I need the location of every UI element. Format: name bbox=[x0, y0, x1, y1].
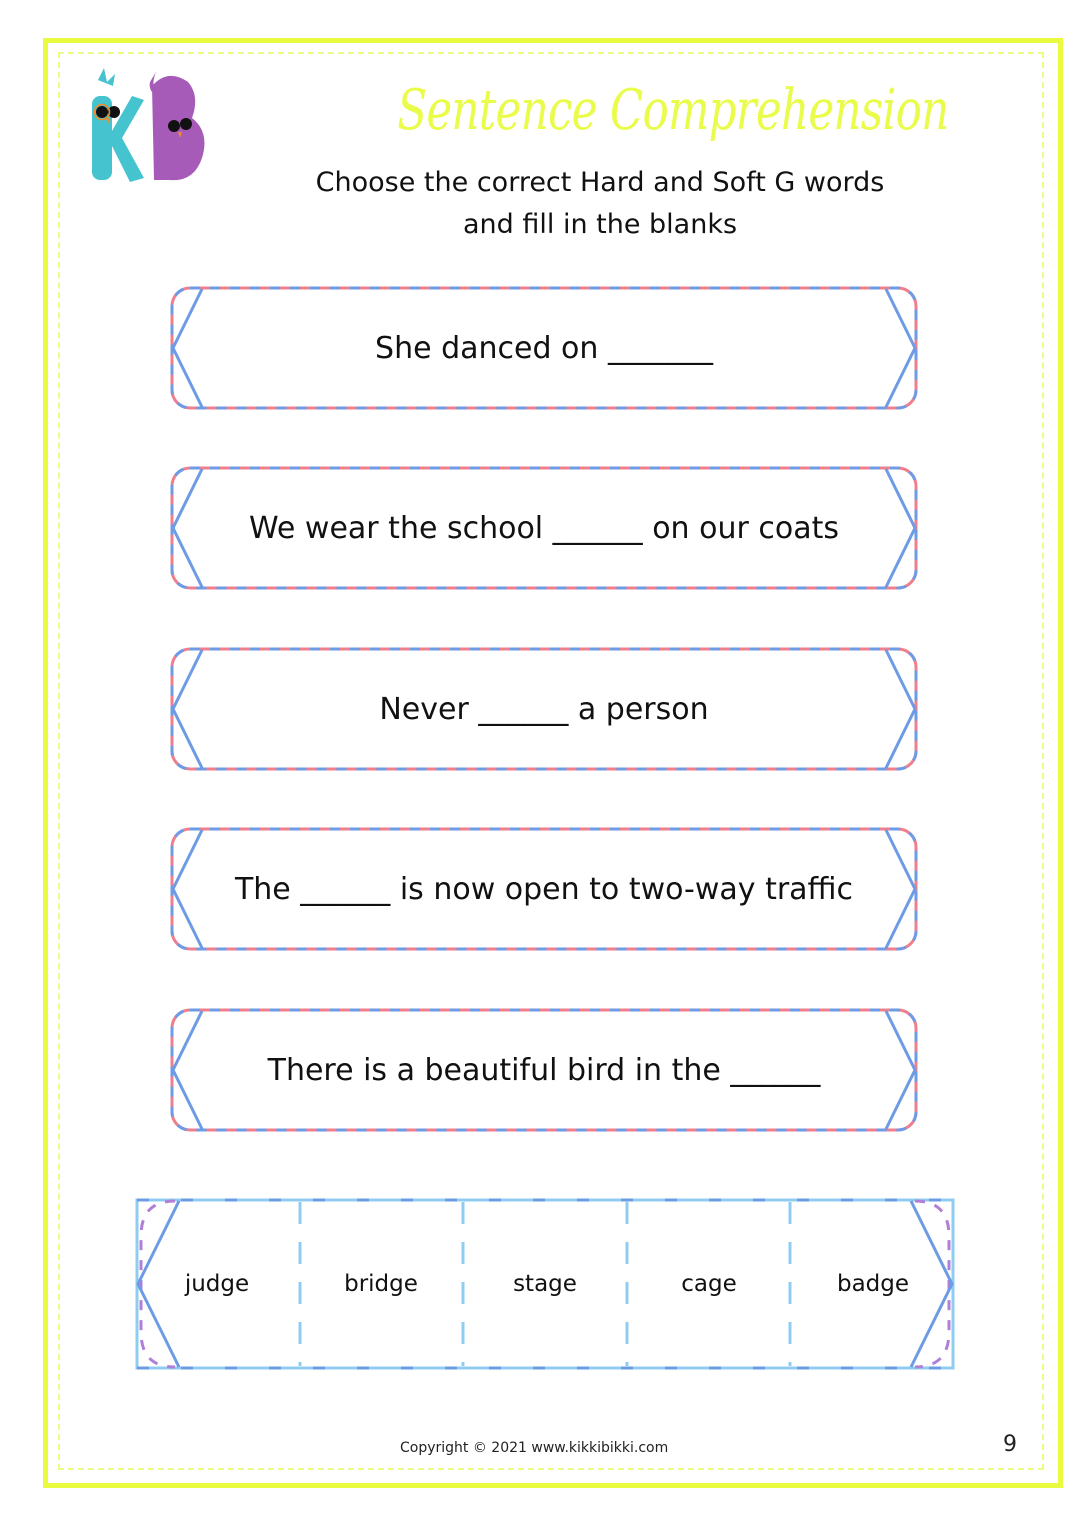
page-number: 9 bbox=[1003, 1432, 1017, 1457]
copyright-text: Copyright © 2021 www.kikkibikki.com bbox=[400, 1440, 669, 1456]
instructions bbox=[250, 162, 950, 246]
word-stage: stage bbox=[513, 1271, 577, 1297]
sentence-text: She danced on _______ bbox=[375, 330, 713, 366]
kikkibikki-logo bbox=[78, 66, 228, 186]
word-row bbox=[135, 1198, 955, 1370]
sentence-card-3 bbox=[170, 647, 918, 771]
word-bridge: bridge bbox=[344, 1271, 418, 1297]
sentence-text: We wear the school ______ on our coats bbox=[249, 510, 839, 546]
sentence-card-1 bbox=[170, 286, 918, 410]
word-judge: judge bbox=[184, 1271, 250, 1297]
sentence-card-4 bbox=[170, 827, 918, 951]
instruction-line-2: and fill in the blanks bbox=[462, 209, 738, 240]
sentence-card-2 bbox=[170, 466, 918, 590]
worksheet-title: Sentence Comprehension bbox=[397, 78, 949, 143]
instruction-line-1: Choose the correct Hard and Soft G words bbox=[315, 167, 885, 198]
word-badge: badge bbox=[836, 1271, 910, 1297]
word-bank bbox=[135, 1198, 955, 1370]
sentence-text: The ______ is now open to two-way traffic bbox=[234, 871, 854, 907]
sentence-text: Never ______ a person bbox=[379, 691, 709, 727]
sentence-card-5 bbox=[170, 1008, 918, 1132]
sentence-text: There is a beautiful bird in the ______ bbox=[267, 1052, 821, 1088]
word-cage: cage bbox=[681, 1271, 737, 1297]
